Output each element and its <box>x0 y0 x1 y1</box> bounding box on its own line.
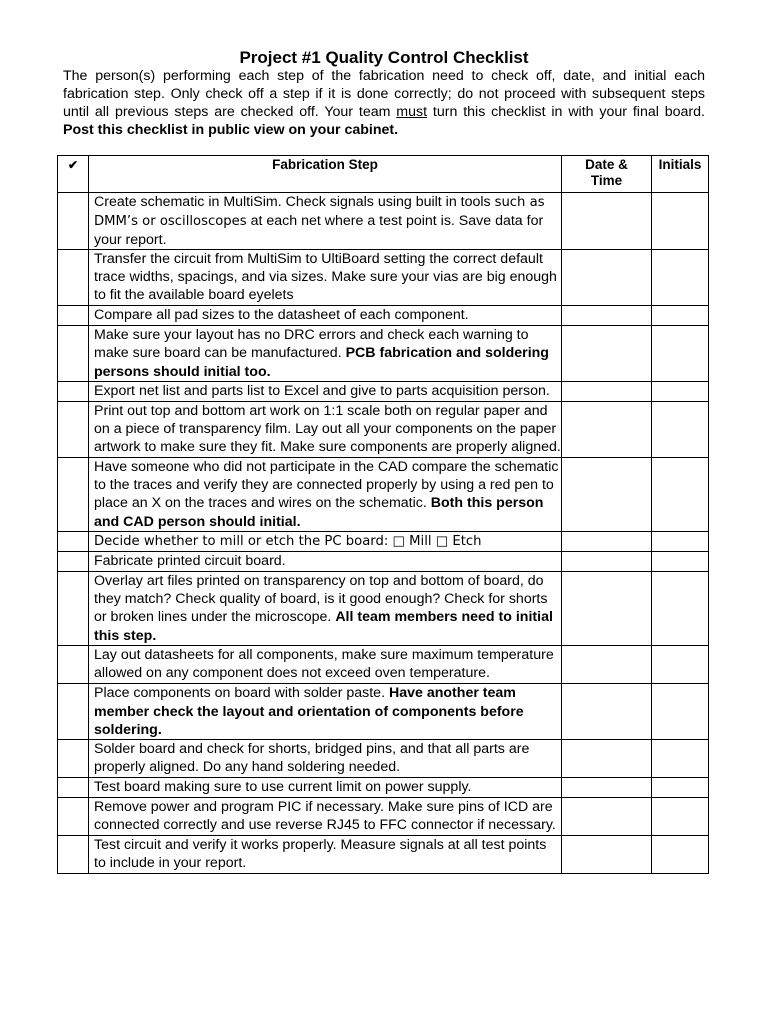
step-text-b: at each net where a test point is. Save data for your report. <box>94 213 544 248</box>
intro-emphasis-must: must <box>396 104 428 120</box>
check-cell[interactable] <box>58 572 89 646</box>
step-cell <box>89 798 562 836</box>
step-text-a: Create schematic in MultiSim. Check signals using built in tools <box>94 194 495 210</box>
date-time-cell[interactable] <box>562 402 652 458</box>
check-cell[interactable] <box>58 532 89 552</box>
date-time-cell[interactable] <box>562 740 652 778</box>
initials-cell[interactable] <box>652 552 709 572</box>
table-row <box>58 572 709 646</box>
date-time-cell[interactable] <box>562 382 652 402</box>
step-cell <box>89 572 562 646</box>
step-cell <box>89 402 562 458</box>
initials-cell[interactable] <box>652 532 709 552</box>
check-cell[interactable] <box>58 740 89 778</box>
header-check <box>58 156 89 193</box>
header-date-time-label: Date & Time <box>585 157 628 188</box>
table-row <box>58 798 709 836</box>
initials-cell[interactable] <box>652 306 709 326</box>
header-date-time <box>562 156 652 193</box>
table-row <box>58 646 709 684</box>
date-time-cell[interactable] <box>562 532 652 552</box>
table-row <box>58 382 709 402</box>
table-row <box>58 684 709 740</box>
initials-cell[interactable] <box>652 382 709 402</box>
table-row <box>58 306 709 326</box>
table-row <box>58 458 709 532</box>
checklist-table <box>57 155 709 874</box>
initials-cell[interactable] <box>652 740 709 778</box>
initials-cell[interactable] <box>652 402 709 458</box>
step-text-a: Export net list and parts list to Excel and give to parts acquisition person. <box>94 383 550 399</box>
table-row <box>58 402 709 458</box>
date-time-cell[interactable] <box>562 798 652 836</box>
check-cell[interactable] <box>58 778 89 798</box>
initials-cell[interactable] <box>652 798 709 836</box>
table-row <box>58 326 709 382</box>
step-cell <box>89 836 562 874</box>
date-time-cell[interactable] <box>562 326 652 382</box>
table-row <box>58 250 709 306</box>
step-text-a: Solder board and check for shorts, bridged pins, and that all parts are properly aligned. Do any hand soldering needed. <box>94 741 530 775</box>
table-header-row <box>58 156 709 193</box>
step-text-a: Remove power and program PIC if necessary. Make sure pins of ICD are connected correctly and use reverse RJ45 to FFC connector if necessary. <box>94 799 556 833</box>
step-text-a: Overlay art files printed on transparency on top and bottom of board, do they match? Check quality of board, is it good enough? Check for shorts or broken lines under the microscope. <box>94 573 548 625</box>
step-cell <box>89 646 562 684</box>
check-cell[interactable] <box>58 326 89 382</box>
checkmark-icon: ✔ <box>67 158 79 172</box>
step-cell <box>89 382 562 402</box>
date-time-cell[interactable] <box>562 778 652 798</box>
date-time-cell[interactable] <box>562 306 652 326</box>
initials-cell[interactable] <box>652 193 709 250</box>
check-cell[interactable] <box>58 646 89 684</box>
step-text-a: Compare all pad sizes to the datasheet of each component. <box>94 307 469 323</box>
step-cell <box>89 193 562 250</box>
step-text-a: Have someone who did not participate in the CAD compare the schematic to the traces and verify they are connected properly by using a red pen to place an X on the traces and wires on the schematic. <box>94 459 559 511</box>
check-cell[interactable] <box>58 552 89 572</box>
date-time-cell[interactable] <box>562 836 652 874</box>
check-cell[interactable] <box>58 836 89 874</box>
step-cell <box>89 458 562 532</box>
step-text-bold: All team members need to initial this step. <box>94 609 553 644</box>
date-time-cell[interactable] <box>562 250 652 306</box>
date-time-cell[interactable] <box>562 193 652 250</box>
table-row <box>58 552 709 572</box>
step-text-bold: Have another team member check the layout and orientation of components before soldering. <box>94 685 524 738</box>
step-cell <box>89 740 562 778</box>
table-row <box>58 532 709 552</box>
step-cell <box>89 250 562 306</box>
header-fabrication-step: Fabrication Step <box>89 156 562 193</box>
step-text-a: Print out top and bottom art work on 1:1 scale both on regular paper and on a piece of transparency film. Lay out all your components on the paper artwork to make sure they fit. Make sure components are properly aligned. <box>94 403 561 455</box>
table-row <box>58 193 709 250</box>
step-cell <box>89 326 562 382</box>
date-time-cell[interactable] <box>562 684 652 740</box>
step-text-bold: PCB fabrication and soldering persons should initial too. <box>94 345 549 380</box>
step-text-alt: such as DMM’s or oscilloscopes <box>94 195 545 229</box>
step-text-bold: Both this person and CAD person should initial. <box>94 495 544 530</box>
initials-cell[interactable] <box>652 572 709 646</box>
date-time-cell[interactable] <box>562 552 652 572</box>
page-title: Project #1 Quality Control Checklist <box>239 48 529 67</box>
date-time-cell[interactable] <box>562 458 652 532</box>
intro-text-2: turn this checklist in with your final board. <box>427 104 705 120</box>
intro-text-1: The person(s) performing each step of the fabrication need to check off, date, and initial each fabrication step. Only check off a step if it is done correctly; do not proceed with subsequent steps until all previous steps are checked off. Your team <box>63 68 705 120</box>
intro-paragraph <box>63 67 705 139</box>
initials-cell[interactable] <box>652 778 709 798</box>
table-row <box>58 778 709 798</box>
table-row <box>58 740 709 778</box>
step-cell <box>89 552 562 572</box>
step-text-a: Test board making sure to use current limit on power supply. <box>94 779 472 795</box>
table-row <box>58 836 709 874</box>
check-cell[interactable] <box>58 250 89 306</box>
intro-bold-instruction: Post this checklist in public view on your cabinet. <box>63 122 399 138</box>
step-text-a: Place components on board with solder paste. <box>94 685 389 701</box>
initials-cell[interactable] <box>652 250 709 306</box>
header-initials: Initials <box>652 156 709 193</box>
initials-cell[interactable] <box>652 458 709 532</box>
date-time-cell[interactable] <box>562 646 652 684</box>
step-text-a: Lay out datasheets for all components, make sure maximum temperature allowed on any component does not exceed oven temperature. <box>94 647 554 681</box>
check-cell[interactable] <box>58 382 89 402</box>
check-cell[interactable] <box>58 193 89 250</box>
step-text-a: Make sure your layout has no DRC errors and check each warning to make sure board can be manufactured. <box>94 327 529 361</box>
date-time-cell[interactable] <box>562 572 652 646</box>
initials-cell[interactable] <box>652 684 709 740</box>
check-cell[interactable] <box>58 798 89 836</box>
step-text-alt: Decide whether to mill or etch the PC board: □ Mill □ Etch <box>94 534 482 549</box>
step-text-a: Fabricate printed circuit board. <box>94 553 286 569</box>
check-cell[interactable] <box>58 402 89 458</box>
step-cell <box>89 532 562 552</box>
step-text-a: Transfer the circuit from MultiSim to UltiBoard setting the correct default trace widths, spacings, and via sizes. Make sure your vias are big enough to fit the available board eyelets <box>94 251 557 303</box>
step-cell <box>89 778 562 798</box>
check-cell[interactable] <box>58 684 89 740</box>
step-cell <box>89 306 562 326</box>
check-cell[interactable] <box>58 458 89 532</box>
initials-cell[interactable] <box>652 646 709 684</box>
step-cell <box>89 684 562 740</box>
step-text-a: Test circuit and verify it works properly. Measure signals at all test points to include in your report. <box>94 837 547 871</box>
initials-cell[interactable] <box>652 836 709 874</box>
check-cell[interactable] <box>58 306 89 326</box>
initials-cell[interactable] <box>652 326 709 382</box>
